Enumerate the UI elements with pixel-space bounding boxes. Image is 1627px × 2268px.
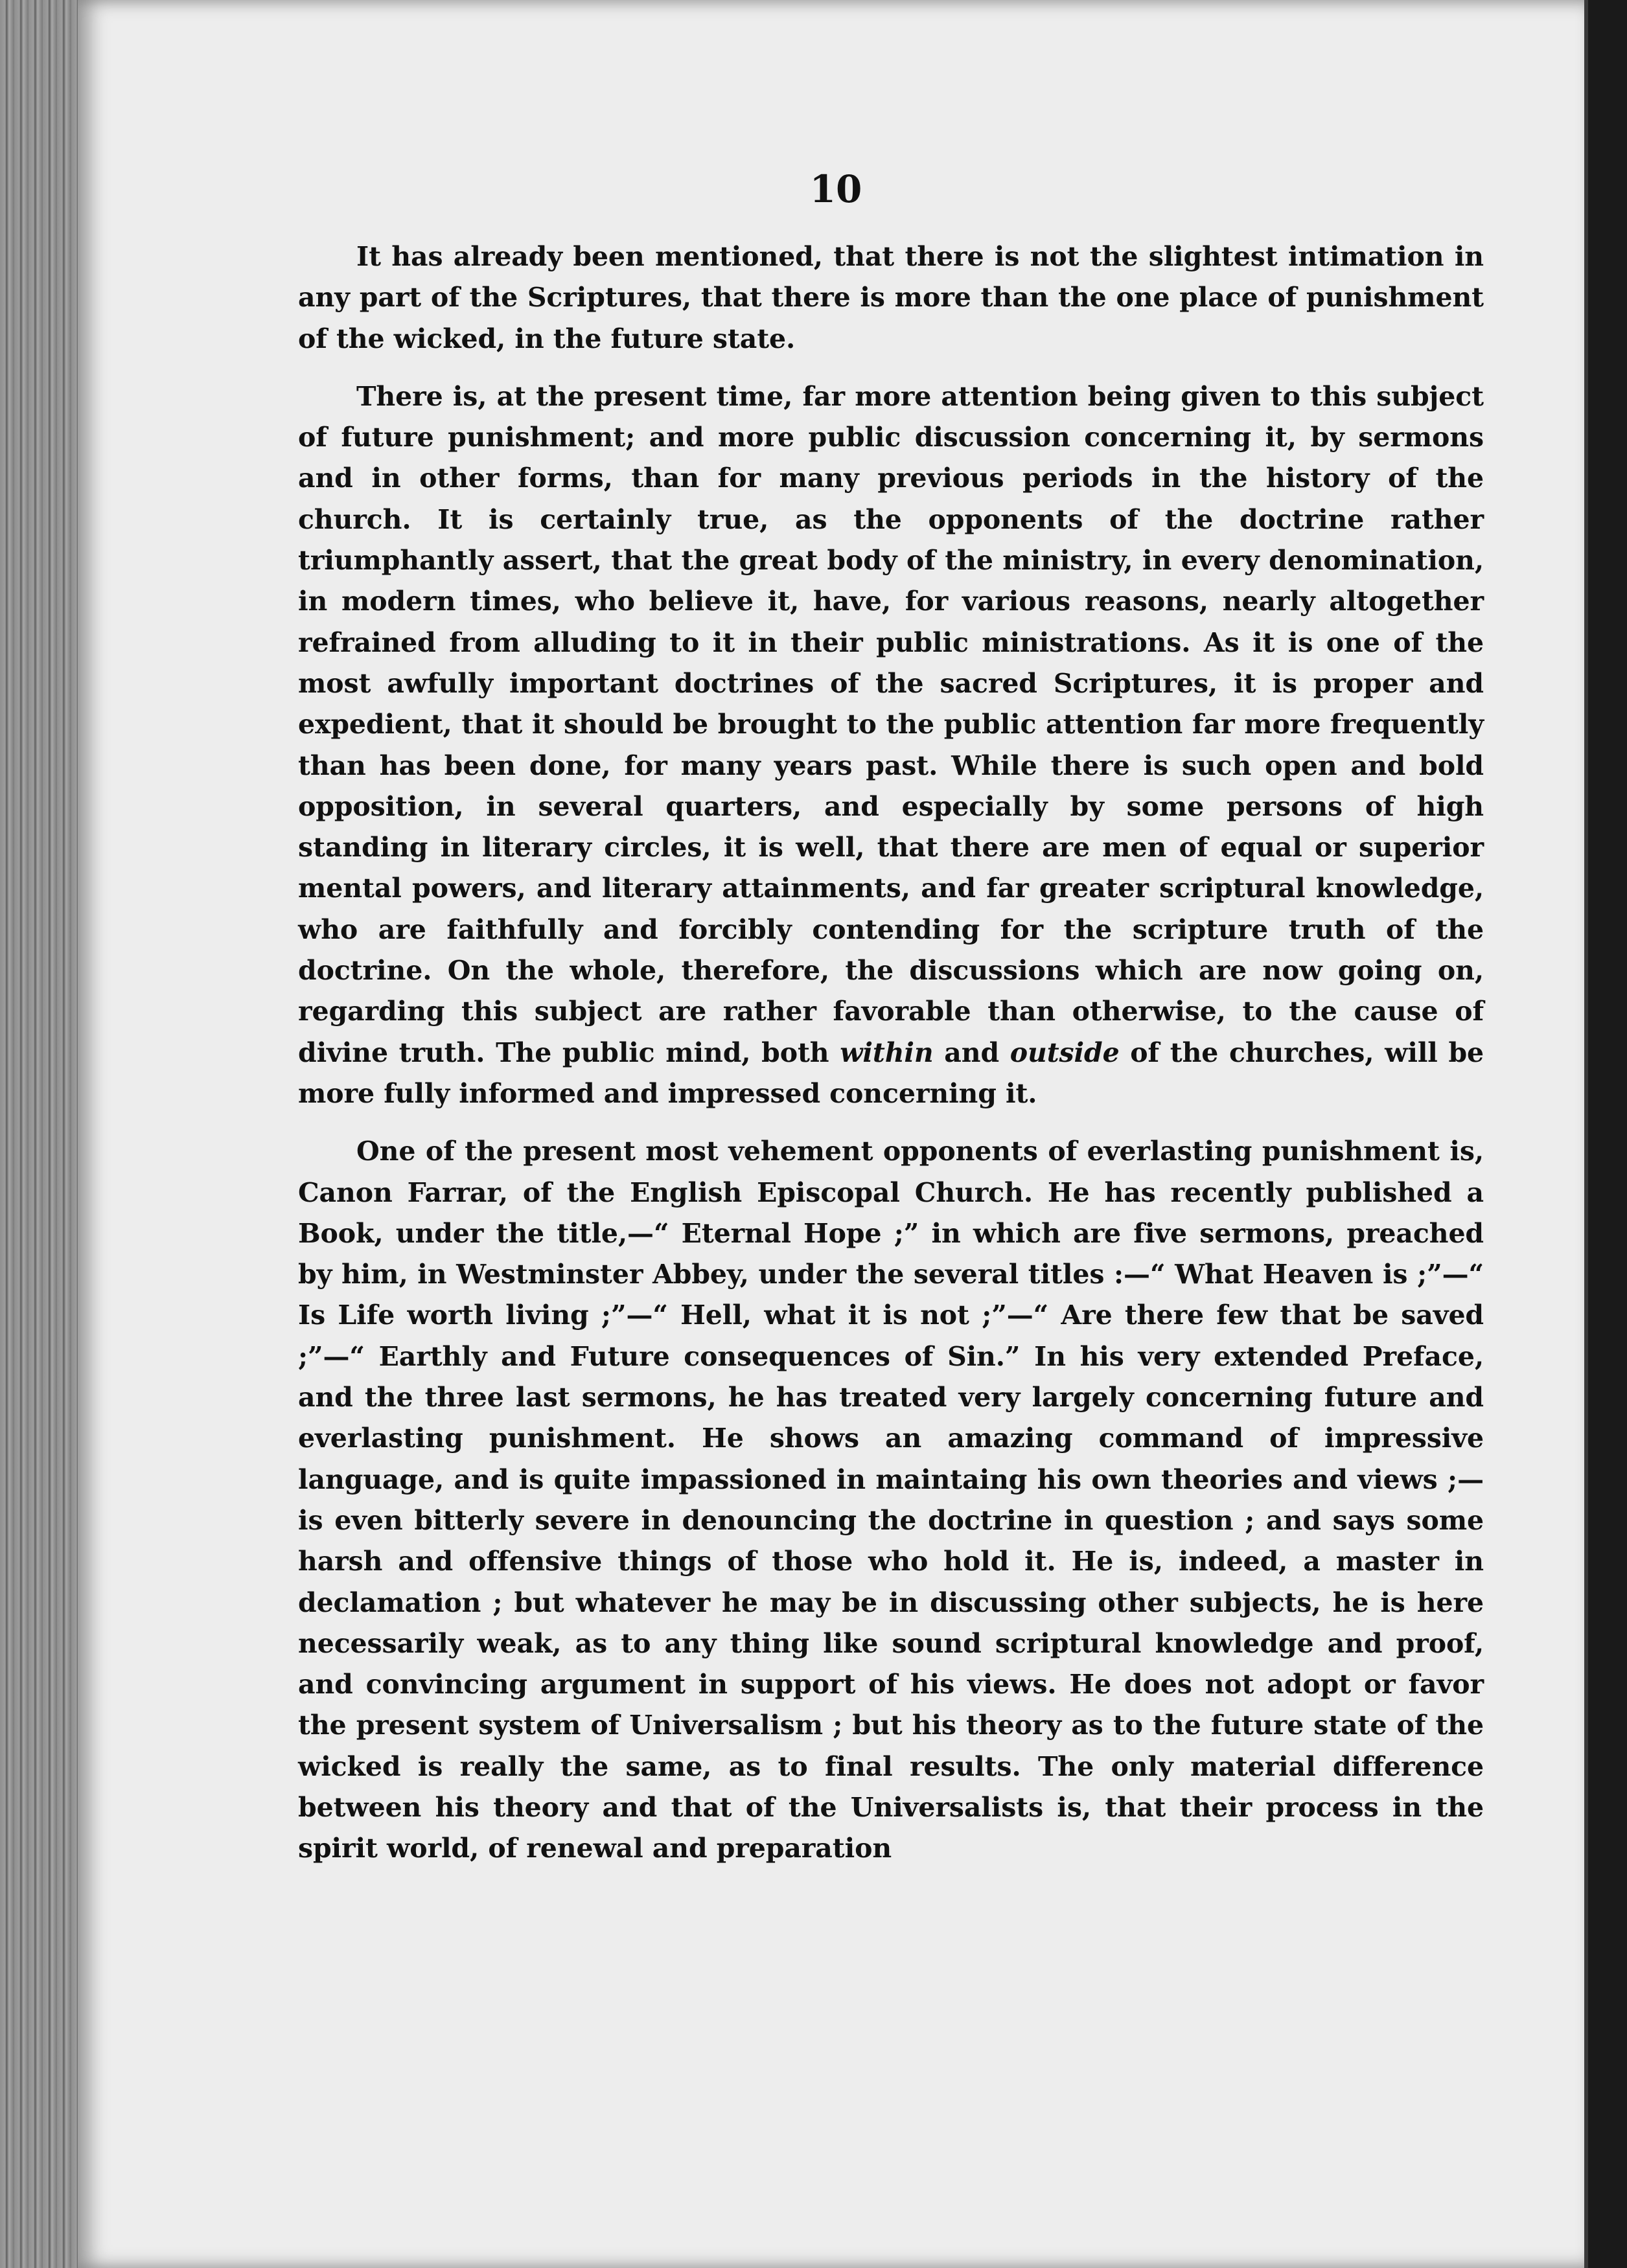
- body-text: [298, 236, 1484, 1870]
- page-number: 10: [809, 167, 862, 211]
- paragraph-1: It has already been mentioned, that there is not the slightest intimation in any part of the Scriptures, that there is more than the one place of punishment of the wicked, in the future state.: [298, 241, 1484, 354]
- paragraph-3: One of the present most vehement opponents of everlasting punishment is, Canon Farrar, of the English Episcopal Church. He has recently published a Book, under the title,—“ Eternal Hope ;” in which are five sermons, preached by him, in Westminster Abbey, under the several titles :—“ What Heaven is ;”—“ Is Life worth living ;”—“ Hell, what it is not ;”—“ Are there few that be saved ;”—“ Earthly and Future consequences of Sin.” In his very extended Preface, and the three last sermons, he has treated very largely concerning future and everlasting punishment. He shows an amazing command of impressive language, and is quite impassioned in maintaing his own theories and views ;—is even bitterly severe in denouncing the doctrine in question ; and says some harsh and offensive things of those who hold it. He is, indeed, a master in declamation ; but whatever he may be in discussing other subjects, he is here necessarily weak, as to any thing like sound scriptural knowledge and proof, and convincing argument in support of his views. He does not adopt or favor the present system of Universalism ; but his theory as to the future state of the wicked is really the same, as to final results. The only material difference between his theory and that of the Universalists is, that their process in the spirit world, of renewal and preparation: [298, 1136, 1484, 1864]
- emphasis-outside: outside: [1010, 1037, 1120, 1068]
- document-page: [78, 0, 1594, 2268]
- paragraph-2-mid: and: [933, 1037, 1010, 1068]
- paragraph-2: [298, 376, 1484, 1114]
- paragraph-2-text: There is, at the present time, far more attention being given to this subject of future punishment; and more public discussion concerning it, by sermons and in other forms, than for many previous periods in the history of the church. It is certainly true, as the opponents of the doctrine rather triumphantly assert, that the great body of the ministry, in every denomination, in modern times, who believe it, have, for various reasons, nearly altogether refrained from alluding to it in their public ministrations. As it is one of the most awfully important doctrines of the sacred Scriptures, it is proper and expedient, that it should be brought to the public attention far more frequently than has been done, for many years past. While there is such open and bold opposition, in several quarters, and especially by some persons of high standing in literary circles, it is well, that there are men of equal or superior mental powers, and literary attainments, and far greater scriptural knowledge, who are faithfully and forcibly contending for the scripture truth of the doctrine. On the whole, therefore, the discussions which are now going on, regarding this subject are rather favorable than otherwise, to the cause of divine truth. The public mind, both: [298, 380, 1484, 1068]
- paragraph-2-end: of the churches, will be more fully informed and impressed concerning it.: [298, 1037, 1484, 1109]
- emphasis-within: within: [840, 1037, 934, 1068]
- page-edge-right: [1584, 0, 1627, 2268]
